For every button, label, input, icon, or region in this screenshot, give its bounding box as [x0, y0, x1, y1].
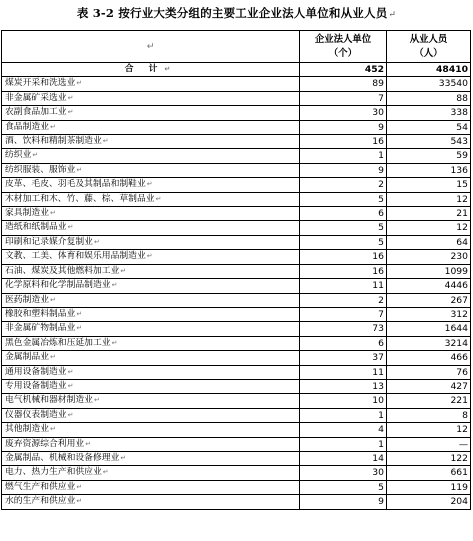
- employees-cell: 466: [387, 351, 471, 365]
- units-cell: 7: [300, 91, 387, 105]
- industry-name-cell: 印刷和记录媒介复制业↵: [2, 235, 300, 249]
- employees-cell: 4446: [387, 279, 471, 293]
- total-row: [2, 63, 471, 77]
- total-label: 合 计↵: [2, 63, 300, 77]
- total-employees: 48410: [387, 63, 471, 77]
- table-row: [2, 221, 471, 235]
- header-units-line2: （个）: [328, 47, 358, 59]
- industry-name-cell: 农副食品加工业↵: [2, 106, 300, 120]
- industry-name-cell: 金属制品、机械和设备修理业↵: [2, 451, 300, 465]
- employees-cell: 3214: [387, 336, 471, 350]
- units-cell: 1: [300, 149, 387, 163]
- units-cell: 5: [300, 221, 387, 235]
- industry-name-cell: 金属制品业↵: [2, 351, 300, 365]
- table-row: [2, 207, 471, 221]
- employees-cell: 12: [387, 423, 471, 437]
- employees-cell: 64: [387, 235, 471, 249]
- table-title-text: 表 3-2 按行业大类分组的主要工业企业法人单位和从业人员: [76, 6, 388, 20]
- table-row: [2, 451, 471, 465]
- table-row: [2, 365, 471, 379]
- table-row: [2, 192, 471, 206]
- industry-name-cell: 电气机械和器材制造业↵: [2, 394, 300, 408]
- industry-name-cell: 医药制造业↵: [2, 293, 300, 307]
- units-cell: 2: [300, 293, 387, 307]
- table-title: [0, 0, 473, 26]
- units-cell: 5: [300, 192, 387, 206]
- employees-cell: 312: [387, 307, 471, 321]
- header-employees-cell: [387, 31, 471, 63]
- table-row: [2, 250, 471, 264]
- table-row: [2, 437, 471, 451]
- table-row: [2, 77, 471, 91]
- table-row: [2, 163, 471, 177]
- employees-cell: 661: [387, 466, 471, 480]
- industry-name-cell: 非金属矿采选业↵: [2, 91, 300, 105]
- paragraph-mark-icon: ↵: [388, 10, 397, 20]
- header-employees-line2: （人）: [414, 47, 443, 59]
- units-cell: 30: [300, 466, 387, 480]
- industry-name-cell: 燃气生产和供应业↵: [2, 480, 300, 494]
- units-cell: 9: [300, 163, 387, 177]
- units-cell: 6: [300, 336, 387, 350]
- units-cell: 89: [300, 77, 387, 91]
- employees-cell: 12: [387, 221, 471, 235]
- employees-cell: 221: [387, 394, 471, 408]
- industry-name-cell: 木材加工和木、竹、藤、棕、草制品业↵: [2, 192, 300, 206]
- table-row: [2, 408, 471, 422]
- industry-name-cell: 酒、饮料和精制茶制造业↵: [2, 135, 300, 149]
- units-cell: 9: [300, 495, 387, 509]
- header-units-line1: 企业法人单位: [314, 33, 372, 45]
- industry-name-cell: 煤炭开采和洗选业↵: [2, 77, 300, 91]
- employees-cell: 230: [387, 250, 471, 264]
- employees-cell: —: [387, 437, 471, 451]
- table-row: [2, 293, 471, 307]
- table-row: [2, 149, 471, 163]
- industry-name-cell: 橡胶和塑料制品业↵: [2, 307, 300, 321]
- industry-name-cell: 化学原料和化学制品制造业↵: [2, 279, 300, 293]
- employees-cell: 54: [387, 120, 471, 134]
- table-row: [2, 336, 471, 350]
- industry-name-cell: 纺织业↵: [2, 149, 300, 163]
- industry-name-cell: 其他制造业↵: [2, 423, 300, 437]
- table-row: [2, 322, 471, 336]
- units-cell: 11: [300, 279, 387, 293]
- table-row: [2, 120, 471, 134]
- units-cell: 14: [300, 451, 387, 465]
- industry-name-cell: 黑色金属冶炼和压延加工业↵: [2, 336, 300, 350]
- units-cell: 13: [300, 379, 387, 393]
- header-employees-line1: 从业人员: [409, 33, 448, 45]
- units-cell: 37: [300, 351, 387, 365]
- table-row: [2, 480, 471, 494]
- employees-cell: 427: [387, 379, 471, 393]
- units-cell: 4: [300, 423, 387, 437]
- employees-cell: 59: [387, 149, 471, 163]
- units-cell: 5: [300, 480, 387, 494]
- industry-name-cell: 石油、煤炭及其他燃料加工业↵: [2, 264, 300, 278]
- table-row: [2, 307, 471, 321]
- table-row: [2, 279, 471, 293]
- table-row: [2, 91, 471, 105]
- header-cell-mark: ↵: [146, 40, 155, 52]
- table-row: [2, 394, 471, 408]
- industry-table: [1, 30, 471, 510]
- units-cell: 5: [300, 235, 387, 249]
- industry-name-cell: 专用设备制造业↵: [2, 379, 300, 393]
- units-cell: 7: [300, 307, 387, 321]
- industry-name-cell: 皮革、毛皮、羽毛及其制品和制鞋业↵: [2, 178, 300, 192]
- employees-cell: 88: [387, 91, 471, 105]
- table-row: [2, 351, 471, 365]
- units-cell: 10: [300, 394, 387, 408]
- employees-cell: 338: [387, 106, 471, 120]
- employees-cell: 12: [387, 192, 471, 206]
- industry-name-cell: 通用设备制造业↵: [2, 365, 300, 379]
- units-cell: 16: [300, 135, 387, 149]
- industry-name-cell: 家具制造业↵: [2, 207, 300, 221]
- table-row: [2, 264, 471, 278]
- units-cell: 2: [300, 178, 387, 192]
- units-cell: 30: [300, 106, 387, 120]
- units-cell: 16: [300, 264, 387, 278]
- employees-cell: 204: [387, 495, 471, 509]
- industry-name-cell: 纺织服装、服饰业↵: [2, 163, 300, 177]
- table-header-row: [2, 31, 471, 63]
- industry-name-cell: 造纸和纸制品业↵: [2, 221, 300, 235]
- employees-cell: 136: [387, 163, 471, 177]
- employees-cell: 1644: [387, 322, 471, 336]
- units-cell: 1: [300, 408, 387, 422]
- table-row: [2, 178, 471, 192]
- employees-cell: 1099: [387, 264, 471, 278]
- industry-name-cell: 文教、工美、体育和娱乐用品制造业↵: [2, 250, 300, 264]
- employees-cell: 15: [387, 178, 471, 192]
- industry-name-cell: 食品制造业↵: [2, 120, 300, 134]
- table-row: [2, 466, 471, 480]
- employees-cell: 21: [387, 207, 471, 221]
- header-units-cell: [300, 31, 387, 63]
- header-industry-cell: [2, 31, 300, 63]
- units-cell: 6: [300, 207, 387, 221]
- units-cell: 11: [300, 365, 387, 379]
- table-row: [2, 235, 471, 249]
- employees-cell: 76: [387, 365, 471, 379]
- employees-cell: 119: [387, 480, 471, 494]
- industry-name-cell: 水的生产和供应业↵: [2, 495, 300, 509]
- employees-cell: 33540: [387, 77, 471, 91]
- industry-name-cell: 仪器仪表制造业↵: [2, 408, 300, 422]
- table-row: [2, 379, 471, 393]
- industry-name-cell: 电力、热力生产和供应业↵: [2, 466, 300, 480]
- total-units: 452: [300, 63, 387, 77]
- table-row: [2, 106, 471, 120]
- employees-cell: 8: [387, 408, 471, 422]
- units-cell: 9: [300, 120, 387, 134]
- industry-name-cell: 废弃资源综合利用业↵: [2, 437, 300, 451]
- employees-cell: 267: [387, 293, 471, 307]
- table-row: [2, 495, 471, 509]
- employees-cell: 543: [387, 135, 471, 149]
- industry-name-cell: 非金属矿物制品业↵: [2, 322, 300, 336]
- units-cell: 73: [300, 322, 387, 336]
- units-cell: 1: [300, 437, 387, 451]
- units-cell: 16: [300, 250, 387, 264]
- table-row: [2, 423, 471, 437]
- table-row: [2, 135, 471, 149]
- employees-cell: 122: [387, 451, 471, 465]
